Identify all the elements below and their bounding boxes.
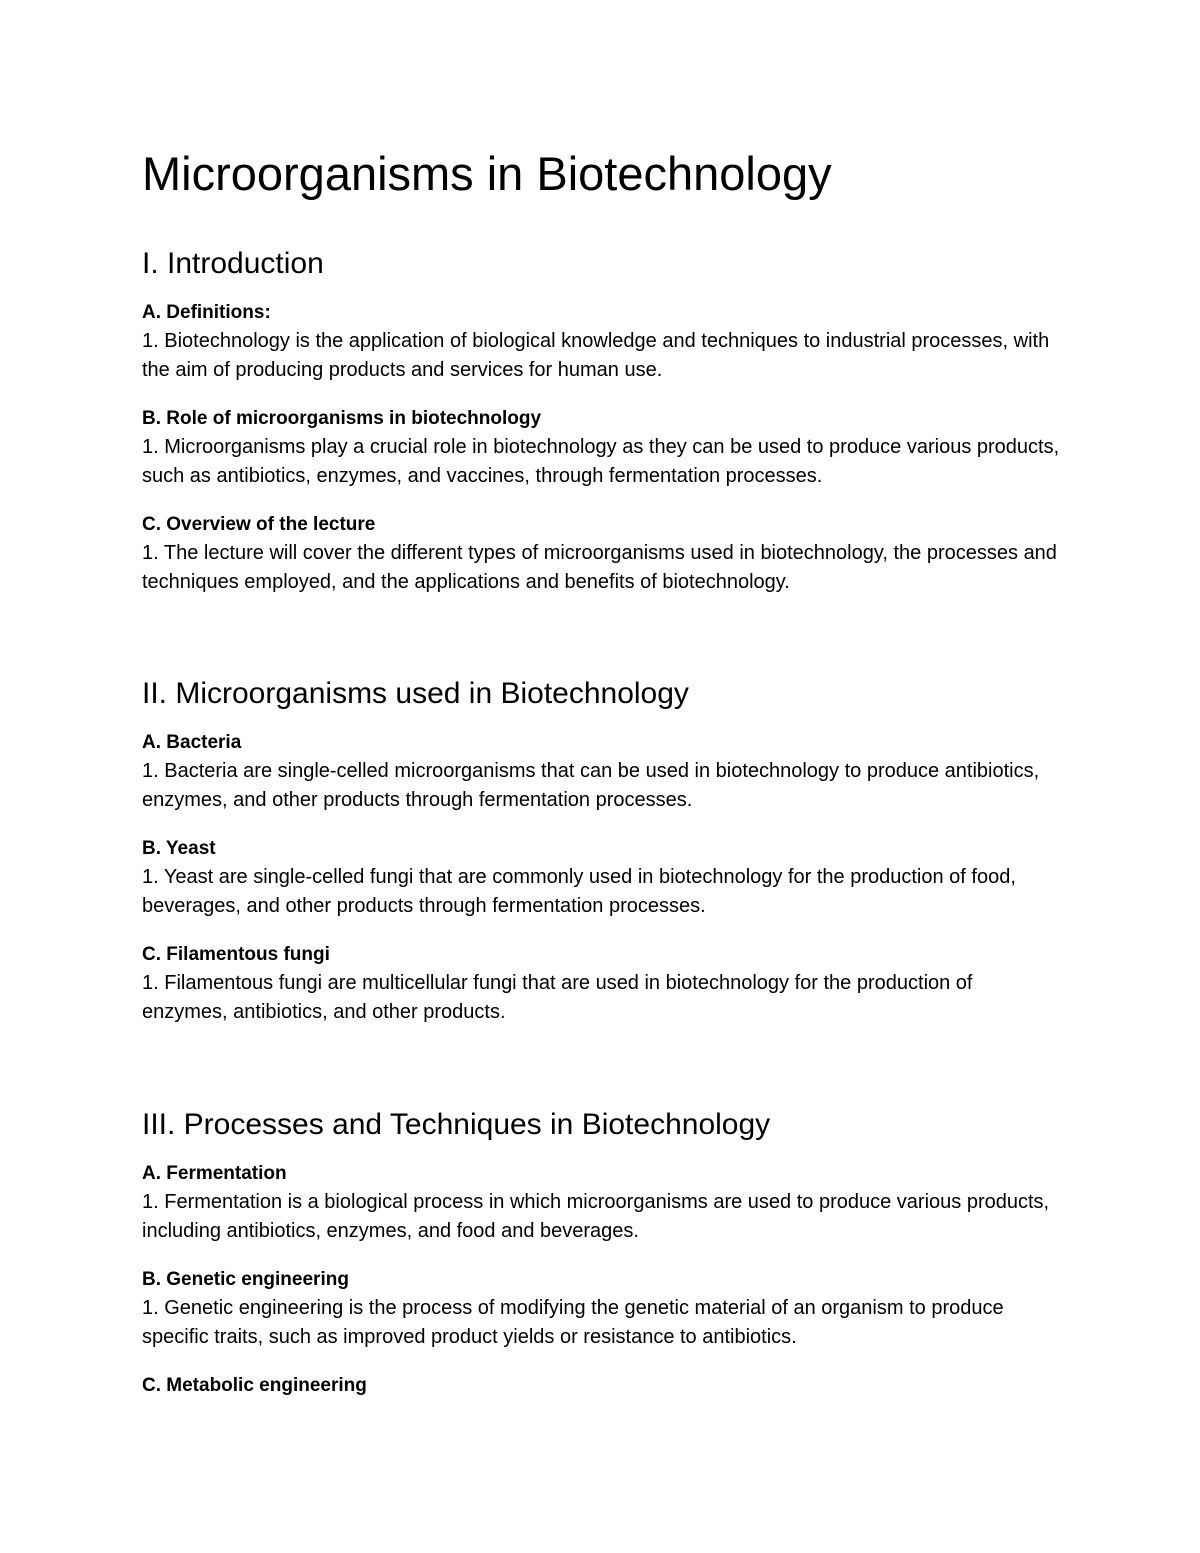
subsection-heading: A. Definitions: <box>142 302 271 323</box>
section-heading: III. Processes and Techniques in Biotechnology <box>142 1108 771 1141</box>
subsection-heading: C. Metabolic engineering <box>142 1375 367 1396</box>
subsection-body: 1. The lecture will cover the different types of microorganisms used in biotechnology, the processes and techniques employed, and the applications and benefits of biotechnology. <box>142 542 1057 593</box>
subsection-filamentous-fungi <box>142 940 1062 1026</box>
subsection-body: 1. Bacteria are single-celled microorganisms that can be used in biotechnology to produce antibiotics, enzymes, and other products through fermentation processes. <box>142 760 1040 811</box>
document-title: Microorganisms in Biotechnology <box>142 147 832 200</box>
subsection-body: 1. Biotechnology is the application of biological knowledge and techniques to industrial processes, with the aim of producing products and services for human use. <box>142 330 1050 381</box>
subsection-overview <box>142 510 1062 596</box>
subsection-body: 1. Filamentous fungi are multicellular fungi that are used in biotechnology for the production of enzymes, antibiotics, and other products. <box>142 972 973 1023</box>
subsection-role-of-microorganisms <box>142 404 1062 490</box>
subsection-heading: B. Genetic engineering <box>142 1269 349 1290</box>
subsection-bacteria <box>142 728 1062 814</box>
subsection-body: 1. Yeast are single-celled fungi that are commonly used in biotechnology for the production of food, beverages, and other products through fermentation processes. <box>142 866 1016 917</box>
subsection-heading: B. Role of microorganisms in biotechnology <box>142 408 542 429</box>
section-introduction <box>142 244 1062 596</box>
subsection-heading: C. Filamentous fungi <box>142 944 330 965</box>
subsection-body: 1. Fermentation is a biological process in which microorganisms are used to produce various products, including antibiotics, enzymes, and food and beverages. <box>142 1191 1050 1242</box>
section-processes-and-techniques <box>142 1105 1062 1400</box>
subsection-fermentation <box>142 1159 1062 1245</box>
subsection-metabolic-engineering <box>142 1371 1062 1400</box>
section-heading: I. Introduction <box>142 247 324 280</box>
subsection-heading: A. Fermentation <box>142 1163 287 1184</box>
section-heading: II. Microorganisms used in Biotechnology <box>142 677 689 710</box>
subsection-body: 1. Microorganisms play a crucial role in biotechnology as they can be used to produce various products, such as antibiotics, enzymes, and vaccines, through fermentation processes. <box>142 436 1060 487</box>
subsection-yeast <box>142 834 1062 920</box>
subsection-body: 1. Genetic engineering is the process of modifying the genetic material of an organism to produce specific traits, such as improved product yields or resistance to antibiotics. <box>142 1297 1004 1348</box>
subsection-genetic-engineering <box>142 1265 1062 1351</box>
subsection-heading: C. Overview of the lecture <box>142 514 376 535</box>
subsection-heading: B. Yeast <box>142 838 216 859</box>
subsection-definitions <box>142 298 1062 384</box>
section-microorganisms-used <box>142 674 1062 1026</box>
subsection-heading: A. Bacteria <box>142 732 242 753</box>
